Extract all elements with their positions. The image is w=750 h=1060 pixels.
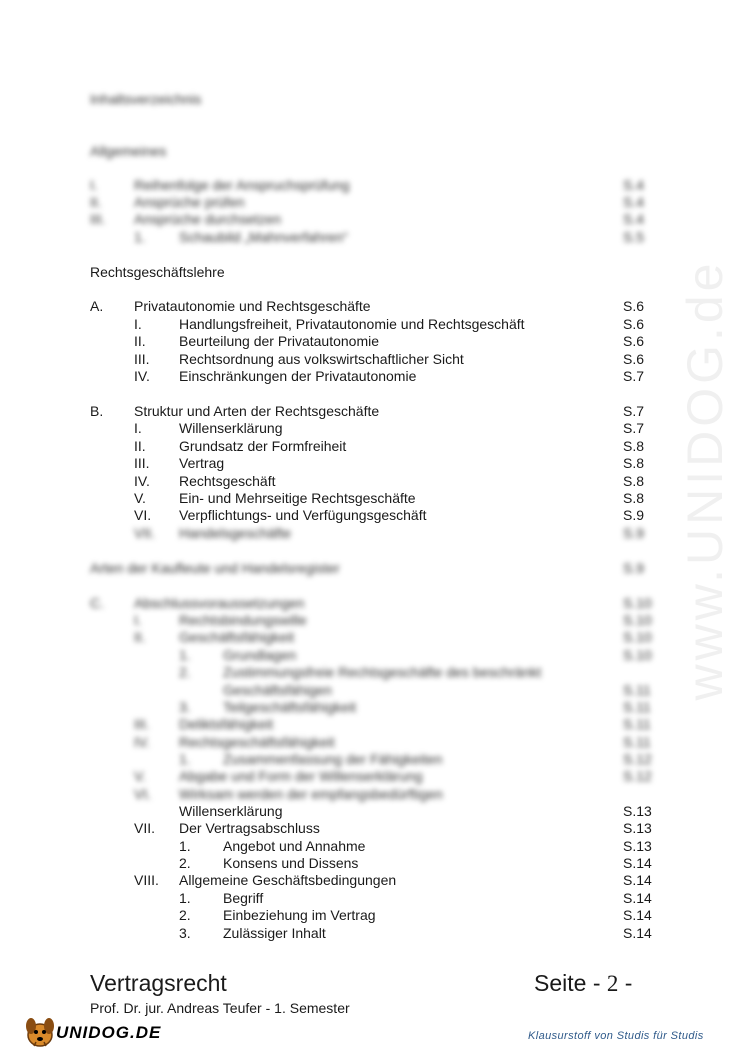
toc-row xyxy=(0,524,750,542)
footer-title: Vertragsrecht xyxy=(90,970,227,996)
toc-row xyxy=(0,802,750,820)
footer-author: Prof. Dr. jur. Andreas Teufer - 1. Semester xyxy=(90,1000,350,1016)
toc-row-section-a xyxy=(0,297,750,315)
toc-page: S.12 xyxy=(623,751,652,767)
toc-row xyxy=(0,472,750,490)
toc-number: II. xyxy=(90,194,102,210)
toc-row xyxy=(0,733,750,751)
toc-entry: Begriff xyxy=(223,890,264,906)
toc-number: I. xyxy=(90,177,98,193)
toc-page: S.11 xyxy=(623,716,651,732)
toc-number: VI. xyxy=(134,507,152,523)
toc-number: III. xyxy=(134,716,150,732)
toc-entry: Der Vertragsabschluss xyxy=(179,820,320,836)
toc-row xyxy=(0,315,750,333)
toc-entry: Zusammenfassung der Fähigkeiten xyxy=(223,751,443,767)
toc-number: VI. xyxy=(134,786,152,802)
toc-page: S.8 xyxy=(623,438,645,454)
toc-row xyxy=(0,715,750,733)
toc-entry: Handlungsfreiheit, Privatautonomie und Rechtsgeschäft xyxy=(179,316,525,332)
toc-number: IV. xyxy=(134,473,150,489)
footer-tagline: Klausurstoff von Studis für Studis xyxy=(528,1030,704,1042)
toc-row xyxy=(0,663,750,681)
toc-number: III. xyxy=(90,211,106,227)
section-heading-legal-transactions: Rechtsgeschäftslehre xyxy=(90,264,225,280)
toc-entry: Zustimmungsfreie Rechtsgeschäfte des beschränkt xyxy=(223,664,542,680)
toc-row xyxy=(0,698,750,716)
toc-entry: Abgabe und Form der Willenserklärung xyxy=(179,768,423,784)
toc-entry: Geschäftsfähigen xyxy=(223,682,332,698)
toc-page: S.14 xyxy=(623,890,652,906)
toc-entry: Abschlussvoraussetzungen xyxy=(134,595,305,611)
toc-entry: Rechtsgeschäft xyxy=(179,473,276,489)
toc-entry: Reihenfolge der Anspruchsprüfung xyxy=(134,177,350,193)
toc-page: S.13 xyxy=(623,838,652,854)
toc-page: S.7 xyxy=(623,420,645,436)
toc-number: VII. xyxy=(134,820,156,836)
section-heading-general: Allgemeines xyxy=(90,143,167,159)
toc-page: S.12 xyxy=(623,768,652,784)
footer-page-prefix: Seite - xyxy=(534,970,607,996)
toc-page: S.14 xyxy=(623,907,652,923)
toc-page: S.11 xyxy=(623,734,651,750)
toc-number: V. xyxy=(134,490,146,506)
toc-page: S.7 xyxy=(623,368,645,384)
logo-text: UNIDOG.DE xyxy=(56,1023,162,1042)
toc-entry: Deliktsfähigkeit xyxy=(179,716,274,732)
toc-page: S.9 xyxy=(623,560,645,576)
toc-entry: Ansprüche prüfen xyxy=(134,194,245,210)
toc-row xyxy=(0,193,750,211)
toc-row xyxy=(0,367,750,385)
toc-row xyxy=(0,767,750,785)
toc-entry: Allgemeine Geschäftsbedingungen xyxy=(179,872,397,888)
toc-entry: Einbeziehung im Vertrag xyxy=(223,907,376,923)
toc-page: S.6 xyxy=(623,298,645,314)
toc-page: S.10 xyxy=(623,612,652,628)
toc-number: 2. xyxy=(179,907,191,923)
toc-page: S.8 xyxy=(623,490,645,506)
toc-entry: Konsens und Dissens xyxy=(223,855,359,871)
toc-number: 1. xyxy=(134,229,146,245)
toc-entry: Verpflichtungs- und Verfügungsgeschäft xyxy=(179,507,427,523)
toc-number: 1. xyxy=(179,751,191,767)
toc-page: S.6 xyxy=(623,316,645,332)
toc-page: S.10 xyxy=(623,647,652,663)
toc-row xyxy=(0,924,750,942)
toc-entry: Willenserklärung xyxy=(179,803,283,819)
toc-entry: Ein- und Mehrseitige Rechtsgeschäfte xyxy=(179,490,416,506)
toc-number: A. xyxy=(90,298,104,314)
toc-row xyxy=(0,332,750,350)
toc-entry: Einschränkungen der Privatautonomie xyxy=(179,368,417,384)
toc-number: II. xyxy=(134,629,146,645)
toc-page: S.13 xyxy=(623,820,652,836)
footer-page-suffix: - xyxy=(618,970,633,996)
toc-page: S.13 xyxy=(623,803,652,819)
toc-number: 1. xyxy=(179,838,191,854)
toc-row xyxy=(0,819,750,837)
toc-row xyxy=(0,611,750,629)
toc-row xyxy=(0,906,750,924)
toc-number: VIII. xyxy=(134,872,159,888)
toc-row-section-b xyxy=(0,402,750,420)
toc-entry: Privatautonomie und Rechtsgeschäfte xyxy=(134,298,371,314)
toc-page: S.10 xyxy=(623,629,652,645)
toc-entry: Handelsgeschäfte xyxy=(179,525,292,541)
toc-row xyxy=(0,871,750,889)
toc-row xyxy=(0,628,750,646)
footer-page-label xyxy=(534,970,632,997)
toc-entry: Grundsatz der Formfreiheit xyxy=(179,438,347,454)
toc-entry: Wirksam werden der empfangsbedürftigen xyxy=(179,786,443,802)
toc-entry: Arten der Kaufleute und Handelsregister xyxy=(90,560,340,576)
toc-page: S.4 xyxy=(623,211,645,227)
toc-entry: Ansprüche durchsetzen xyxy=(134,211,282,227)
watermark: www.UNIDOG.de xyxy=(677,259,733,701)
toc-page: S.14 xyxy=(623,855,652,871)
toc-row xyxy=(0,750,750,768)
toc-number: I. xyxy=(134,316,142,332)
toc-heading: Inhaltsverzeichnis xyxy=(90,91,202,107)
toc-row xyxy=(0,681,750,699)
toc-row xyxy=(0,228,750,246)
toc-page: S.8 xyxy=(623,473,645,489)
toc-row xyxy=(0,854,750,872)
toc-page: S.14 xyxy=(623,872,652,888)
toc-row xyxy=(0,419,750,437)
toc-row xyxy=(0,489,750,507)
toc-number: 1. xyxy=(179,890,191,906)
toc-row xyxy=(0,350,750,368)
toc-entry: Teilgeschäftsfähigkeit xyxy=(223,699,357,715)
toc-entry: Rechtsbindungswille xyxy=(179,612,307,628)
toc-page: S.4 xyxy=(623,194,645,210)
toc-page: S.9 xyxy=(623,507,645,523)
toc-row xyxy=(0,889,750,907)
toc-row xyxy=(0,506,750,524)
toc-number: I. xyxy=(134,420,142,436)
toc-entry: Beurteilung der Privatautonomie xyxy=(179,333,380,349)
toc-number: II. xyxy=(134,438,146,454)
toc-row xyxy=(0,646,750,664)
toc-number: II. xyxy=(134,333,146,349)
toc-number: III. xyxy=(134,351,150,367)
toc-page: S.6 xyxy=(623,351,645,367)
toc-page: S.5 xyxy=(623,229,645,245)
toc-number: V. xyxy=(134,768,146,784)
toc-number: 1. xyxy=(179,647,191,663)
toc-page: S.9 xyxy=(623,525,645,541)
toc-entry: Angebot und Annahme xyxy=(223,838,366,854)
toc-row xyxy=(0,454,750,472)
toc-number: IV. xyxy=(134,368,150,384)
toc-page: S.11 xyxy=(623,682,651,698)
toc-page: S.14 xyxy=(623,925,652,941)
toc-number: 2. xyxy=(179,855,191,871)
toc-entry: Rechtsgeschäftsfähigkeit xyxy=(179,734,335,750)
toc-number: 3. xyxy=(179,925,191,941)
dog-icon xyxy=(26,1018,54,1046)
toc-number: III. xyxy=(134,455,150,471)
toc-entry: Geschäftsfähigkeit xyxy=(179,629,295,645)
toc-row xyxy=(0,210,750,228)
footer-page-number: 2 xyxy=(606,971,619,996)
toc-entry: Zulässiger Inhalt xyxy=(223,925,326,941)
toc-number: 2. xyxy=(179,664,191,680)
toc-number: 3. xyxy=(179,699,191,715)
toc-number: B. xyxy=(90,403,104,419)
toc-page: S.7 xyxy=(623,403,645,419)
toc-number: IV. xyxy=(134,734,150,750)
toc-row xyxy=(0,837,750,855)
toc-page: S.11 xyxy=(623,699,651,715)
toc-row-merchants xyxy=(0,559,750,577)
toc-page: S.10 xyxy=(623,595,652,611)
toc-page: S.8 xyxy=(623,455,645,471)
toc-row xyxy=(0,785,750,803)
toc-entry: Rechtsordnung aus volkswirtschaftlicher Sicht xyxy=(179,351,464,367)
toc-entry: Willenserklärung xyxy=(179,420,283,436)
toc-row xyxy=(0,176,750,194)
toc-number: C. xyxy=(90,595,104,611)
toc-entry: Schaubild „Mahnverfahren“ xyxy=(179,229,348,245)
toc-number: I. xyxy=(134,612,142,628)
toc-number: VII. xyxy=(134,525,156,541)
toc-row-section-c xyxy=(0,594,750,612)
toc-entry: Struktur und Arten der Rechtsgeschäfte xyxy=(134,403,380,419)
toc-row xyxy=(0,437,750,455)
toc-page: S.6 xyxy=(623,333,645,349)
toc-entry: Grundlagen xyxy=(223,647,297,663)
toc-page: S.4 xyxy=(623,177,645,193)
toc-entry: Vertrag xyxy=(179,455,225,471)
